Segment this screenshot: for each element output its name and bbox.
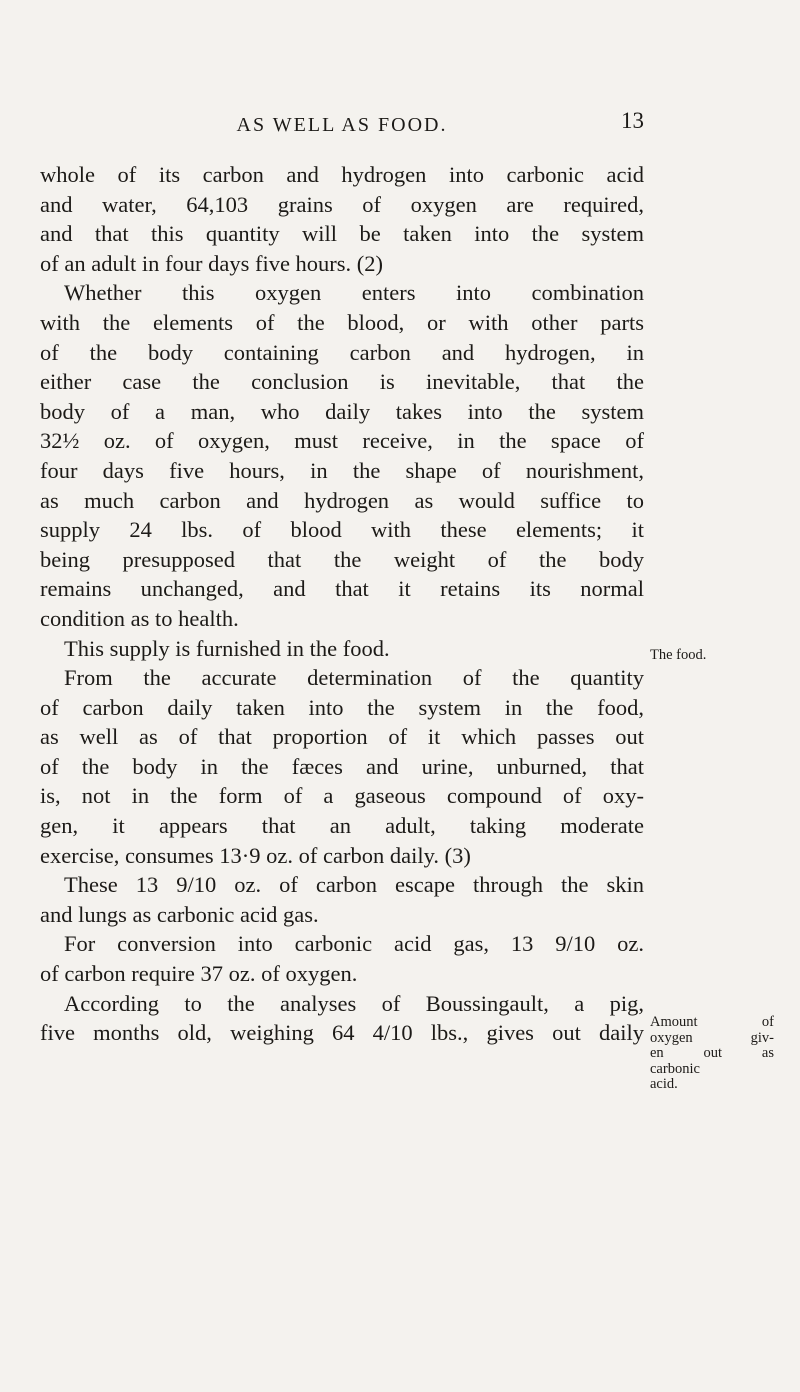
text-line: This supply is furnished in the food. xyxy=(64,635,390,661)
text-line: with the elements of the blood, or with other parts xyxy=(40,309,644,335)
text-line: exercise, consumes 13·9 oz. of carbon daily. (3) xyxy=(40,842,471,868)
margin-note-line: oxygen giv- xyxy=(650,1029,774,1046)
text-line: remains unchanged, and that it retains its normal xyxy=(40,576,644,602)
text-line: four days five hours, in the shape of nourishment, xyxy=(40,457,644,483)
text-line: and water, 64,103 grains of oxygen are required, xyxy=(40,191,644,217)
text-line: From the accurate determination of the quantity xyxy=(64,665,644,691)
text-line: as well as of that proportion of it which passes out xyxy=(40,724,644,750)
margin-note-line: acid. xyxy=(650,1076,678,1092)
margin-note-line: carbonic xyxy=(650,1060,700,1077)
text-line: 32½ oz. of oxygen, must receive, in the space of xyxy=(40,428,644,454)
text-line: of carbon daily taken into the system in the food, xyxy=(40,694,644,720)
text-line: of an adult in four days five hours. (2) xyxy=(40,250,384,276)
text-line: whole of its carbon and hydrogen into carbonic acid xyxy=(40,162,644,187)
margin-note-line: Amount of xyxy=(650,1014,774,1030)
page-number: 13 xyxy=(621,108,644,133)
margin-note-line: The food. xyxy=(650,647,707,663)
text-line: supply 24 lbs. of blood with these elements; it xyxy=(40,517,644,543)
margin-note-line: en out as xyxy=(650,1045,774,1061)
text-line: and lungs as carbonic acid gas. xyxy=(40,901,319,927)
text-line: as much carbon and hydrogen as would suffice to xyxy=(40,487,644,513)
text-line: For conversion into carbonic acid gas, 13 9/10 oz. xyxy=(64,931,644,957)
margin-note-food xyxy=(650,648,706,664)
text-line: of the body containing carbon and hydrogen, in xyxy=(40,339,644,365)
page-header xyxy=(40,108,644,144)
text-line: either case the conclusion is inevitable, that the xyxy=(40,369,644,395)
text-line: and that this quantity will be taken into the system xyxy=(40,221,644,247)
text-line: According to the analyses of Boussingault, a pig, xyxy=(64,990,644,1016)
text-line: being presupposed that the weight of the body xyxy=(40,546,644,572)
running-head: AS WELL AS FOOD. xyxy=(236,114,448,136)
text-line: is, not in the form of a gaseous compound of oxy- xyxy=(40,783,644,809)
text-line: gen, it appears that an adult, taking moderate xyxy=(40,813,644,839)
text-line: condition as to health. xyxy=(40,605,239,631)
text-line: Whether this oxygen enters into combination xyxy=(64,280,644,306)
text-line: of the body in the fæces and urine, unburned, that xyxy=(40,753,644,779)
margin-note-amount xyxy=(650,1015,774,1093)
text-line: of carbon require 37 oz. of oxygen. xyxy=(40,961,358,987)
text-line: These 13 9/10 oz. of carbon escape through the skin xyxy=(64,872,644,898)
text-line: body of a man, who daily takes into the system xyxy=(40,398,644,424)
body-text xyxy=(40,160,644,1048)
text-line: five months old, weighing 64 4/10 lbs., gives out daily xyxy=(40,1020,644,1046)
